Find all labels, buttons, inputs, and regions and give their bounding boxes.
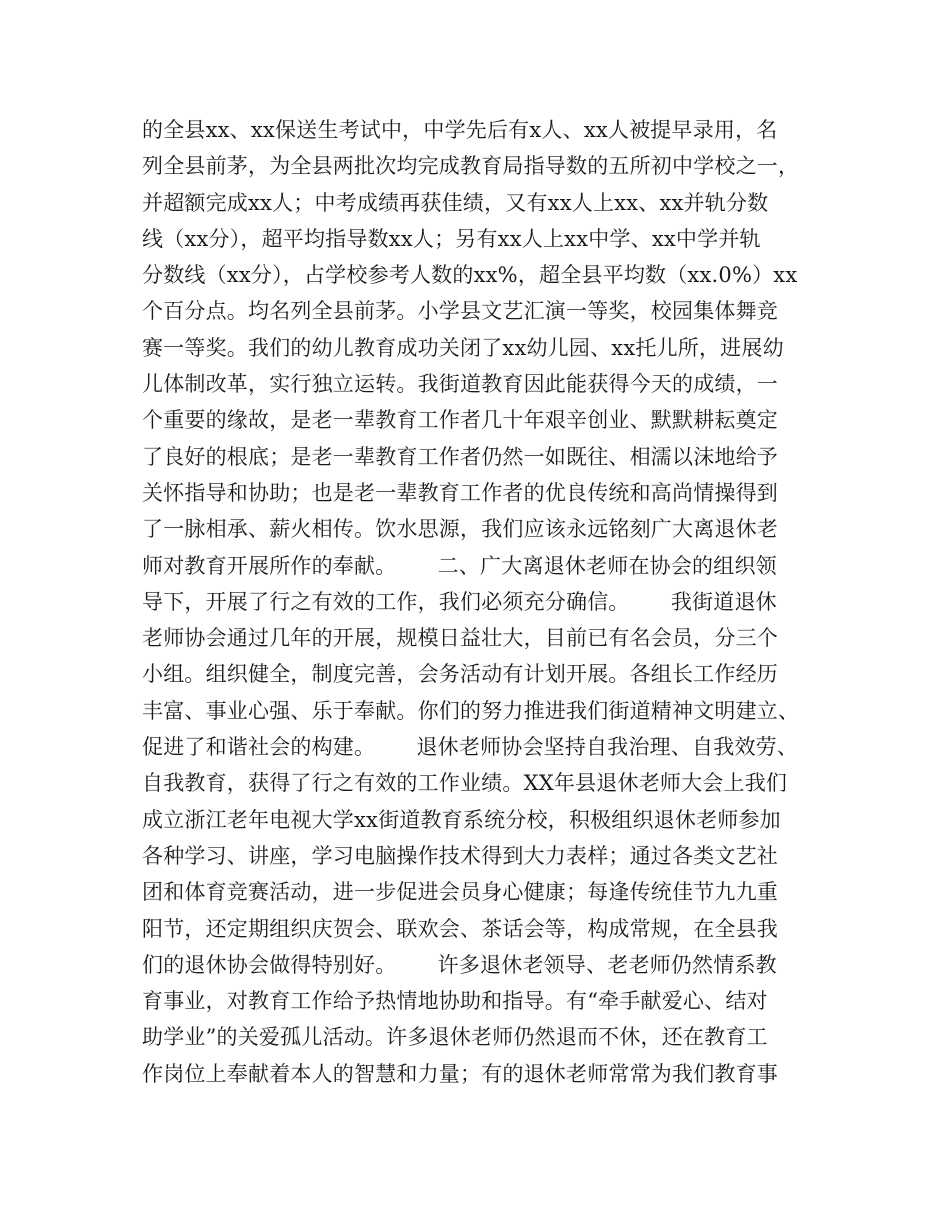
text-line: 列全县前茅，为全县两批次均完成教育局指导数的五所初中学校之一， xyxy=(142,154,800,179)
text-line: 们的退休协会做得特别好。 许多退休老领导、老老师仍然情系教 xyxy=(142,952,777,977)
text-line: 育事业，对教育工作给予热情地协助和指导。有“牵手献爱心、结对 xyxy=(142,989,768,1014)
text-line: 了一脉相承、薪火相传。饮水思源，我们应该永远铭刻广大离退休老 xyxy=(142,517,778,542)
text-line: 老师协会通过几年的开展，规模日益壮大，目前已有名会员，分三个 xyxy=(142,626,778,651)
text-line: 关怀指导和协助；也是老一辈教育工作者的优良传统和高尚情操得到 xyxy=(142,480,778,505)
text-line: 自我教育，获得了行之有效的工作业绩。XX年县退休老师大会上我们 xyxy=(142,771,788,796)
text-line: 个重要的缘故，是老一辈教育工作者几十年艰辛创业、默默耕耘奠定 xyxy=(142,408,778,433)
text-line: 的全县xx、xx保送生考试中，中学先后有x人、xx人被提早录用，名 xyxy=(142,118,778,142)
text-line: 赛一等奖。我们的幼儿教育成功关闭了xx幼儿园、xx托儿所，进展幼 xyxy=(142,335,784,360)
text-line: 丰富、事业心强、乐于奉献。你们的努力推进我们街道精神文明建立、 xyxy=(142,698,800,723)
text-line: 团和体育竞赛活动，进一步促进会员身心健康；每逢传统佳节九九重 xyxy=(142,880,778,905)
text-line: 各种学习、讲座，学习电脑操作技术得到大力表样；通过各类文艺社 xyxy=(142,843,778,868)
text-line: 了良好的根底；是老一辈教育工作者仍然一如既往、相濡以沫地给予 xyxy=(142,444,778,469)
text-line: 线（xx分），超平均指导数xx人；另有xx人上xx中学、xx中学并轨 xyxy=(142,226,761,251)
text-line: 促进了和谐社会的构建。 退休老师协会坚持自我治理、自我效劳、 xyxy=(142,735,799,760)
text-line: 作岗位上奉献着本人的智慧和力量；有的退休老师常常为我们教育事 xyxy=(142,1061,778,1086)
text-line: 成立浙江老年电视大学xx街道教育系统分校，积极组织退休老师参加 xyxy=(142,807,781,832)
text-line: 助学业”的关爱孤儿活动。许多退休老师仍然退而不休，还在教育工 xyxy=(142,1025,768,1050)
text-line: 儿体制改革，实行独立运转。我街道教育因此能获得今天的成绩，一 xyxy=(142,372,778,397)
text-line: 阳节，还定期组织庆贺会、联欢会、茶话会等，构成常规，在全县我 xyxy=(142,916,778,941)
text-line: 个百分点。均名列全县前茅。小学县文艺汇演一等奖，校园集体舞竞 xyxy=(142,299,778,324)
text-line: 小组。组织健全，制度完善，会务活动有计划开展。各组长工作经历 xyxy=(142,662,778,687)
body-text xyxy=(142,112,832,1092)
text-line: 并超额完成xx人；中考成绩再获佳绩，又有xx人上xx、xx并轨分数 xyxy=(142,190,769,215)
text-line: 师对教育开展所作的奉献。 二、广大离退休老师在协会的组织领 xyxy=(142,553,777,578)
text-line: 导下，开展了行之有效的工作，我们必须充分确信。 我街道退休 xyxy=(142,589,777,614)
text-line: 分数线（xx分），占学校参考人数的xx%，超全县平均数（xx.0%）xx xyxy=(142,263,798,288)
